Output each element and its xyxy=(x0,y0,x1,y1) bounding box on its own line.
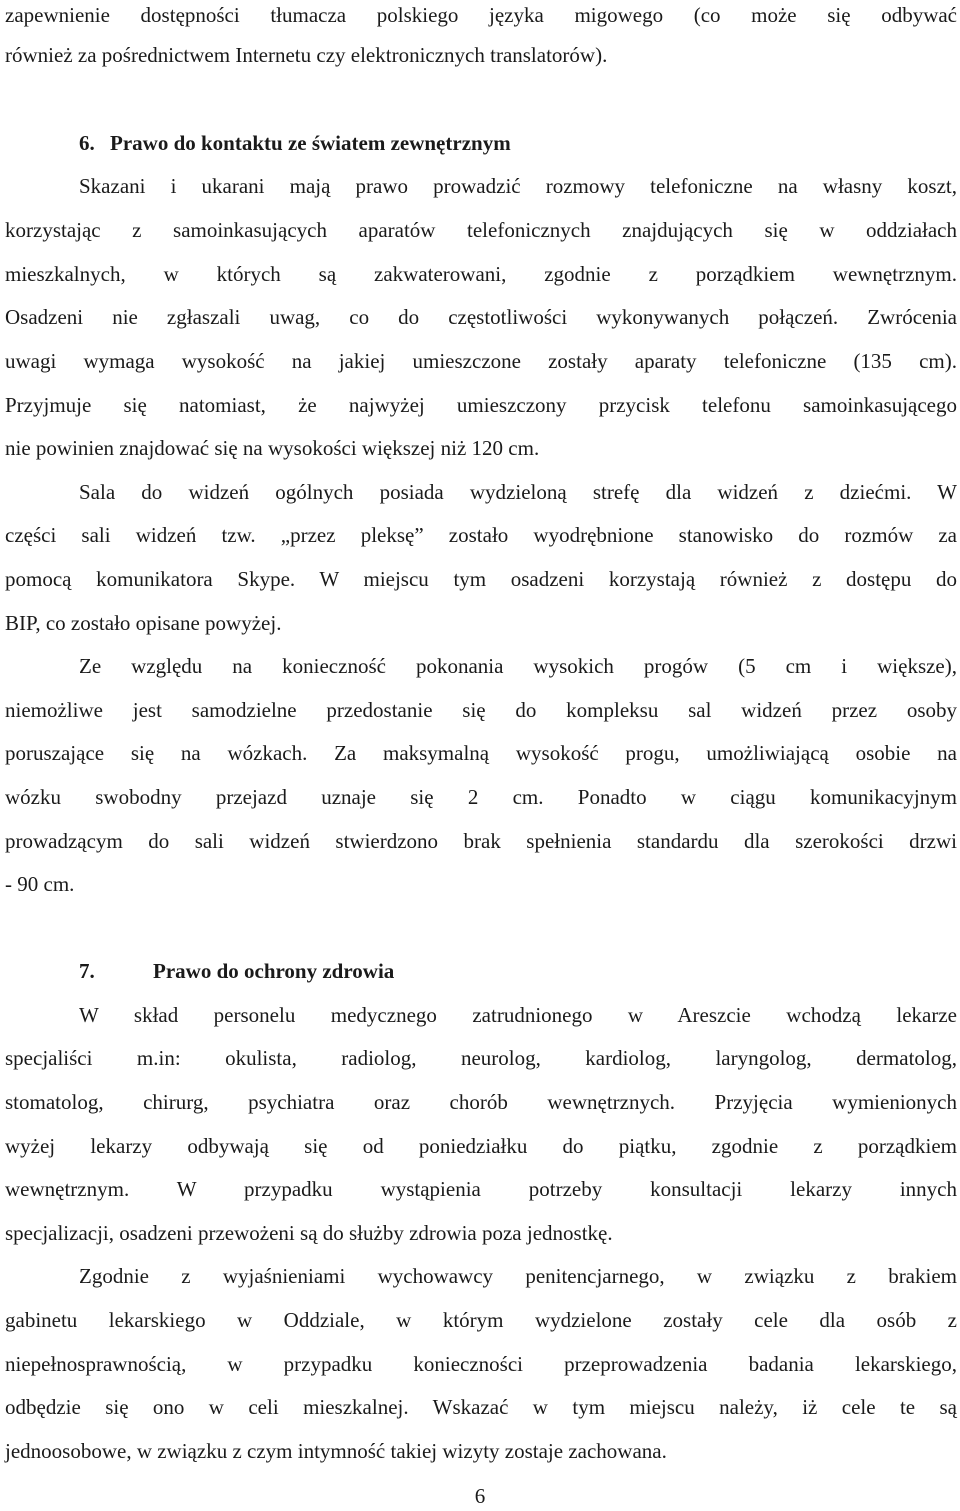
text-line: zapewnienie dostępności tłumacza polskiego języka migowego (co może się odbywać xyxy=(5,3,957,27)
text-line: pomocą komunikatora Skype. W miejscu tym osadzeni korzystają również z dostępu do xyxy=(5,567,957,591)
text-line: również za pośrednictwem Internetu czy elektronicznych translatorów). xyxy=(5,43,608,67)
text-line: W skład personelu medycznego zatrudnionego w Areszcie wchodzą lekarze xyxy=(79,1003,957,1027)
text-line: niemożliwe jest samodzielne przedostanie się do kompleksu sal widzeń przez osoby xyxy=(5,698,957,722)
text-line: mieszkalnych, w których są zakwaterowani, zgodnie z porządkiem wewnętrznym. xyxy=(5,262,957,286)
text-line: części sali widzeń tzw. „przez pleksę” zostało wyodrębnione stanowisko do rozmów za xyxy=(5,523,957,547)
section-7-number: 7. xyxy=(79,959,95,983)
text-line: uwagi wymaga wysokość na jakiej umieszczone zostały aparaty telefoniczne (135 cm). xyxy=(5,349,957,373)
page-number: 6 xyxy=(474,1484,486,1508)
section-7-title: Prawo do ochrony zdrowia xyxy=(153,959,395,983)
text-line: - 90 cm. xyxy=(5,872,75,896)
text-line: Sala do widzeń ogólnych posiada wydzieloną strefę dla widzeń z dziećmi. W xyxy=(79,480,957,504)
text-line: jednoosobowe, w związku z czym intymność takiej wizyty zostaje zachowana. xyxy=(5,1439,667,1463)
text-line: wózku swobodny przejazd uznaje się 2 cm. Ponadto w ciągu komunikacyjnym xyxy=(5,785,957,809)
text-line: Ze względu na konieczność pokonania wysokich progów (5 cm i większe), xyxy=(79,654,957,678)
text-line: wewnętrznym. W przypadku wystąpienia potrzeby konsultacji lekarzy innych xyxy=(5,1177,957,1201)
text-line: korzystając z samoinkasujących aparatów telefonicznych znajdujących się w oddziałach xyxy=(5,218,957,242)
section-6-number: 6. xyxy=(79,131,95,155)
text-line: gabinetu lekarskiego w Oddziale, w którym wydzielone zostały cele dla osób z xyxy=(5,1308,957,1332)
text-line: nie powinien znajdować się na wysokości większej niż 120 cm. xyxy=(5,436,540,460)
text-line: poruszające się na wózkach. Za maksymalną wysokość progu, umożliwiającą osobie na xyxy=(5,741,957,765)
text-line: prowadzącym do sali widzeń stwierdzono brak spełnienia standardu dla szerokości drzwi xyxy=(5,829,957,853)
text-line: specjaliści m.in: okulista, radiolog, neurolog, kardiolog, laryngolog, dermatolog, xyxy=(5,1046,957,1070)
text-line: Osadzeni nie zgłaszali uwag, co do częstotliwości wykonywanych połączeń. Zwrócenia xyxy=(5,305,957,329)
text-line: Przyjmuje się natomiast, że najwyżej umieszczony przycisk telefonu samoinkasującego xyxy=(5,393,957,417)
text-line: stomatolog, chirurg, psychiatra oraz chorób wewnętrznych. Przyjęcia wymienionych xyxy=(5,1090,957,1114)
text-line: specjalizacji, osadzeni przewożeni są do służby zdrowia poza jednostkę. xyxy=(5,1221,613,1245)
section-6-title: Prawo do kontaktu ze światem zewnętrznym xyxy=(110,131,511,155)
text-line: odbędzie się ono w celi mieszkalnej. Wskazać w tym miejscu należy, iż cele te są xyxy=(5,1395,957,1419)
text-line: BIP, co zostało opisane powyżej. xyxy=(5,611,282,635)
text-line: wyżej lekarzy odbywają się od poniedziałku do piątku, zgodnie z porządkiem xyxy=(5,1134,957,1158)
text-line: Skazani i ukarani mają prawo prowadzić rozmowy telefoniczne na własny koszt, xyxy=(79,174,957,198)
text-line: niepełnosprawnością, w przypadku konieczności przeprowadzenia badania lekarskiego, xyxy=(5,1352,957,1376)
text-line: Zgodnie z wyjaśnieniami wychowawcy penitencjarnego, w związku z brakiem xyxy=(79,1264,957,1288)
